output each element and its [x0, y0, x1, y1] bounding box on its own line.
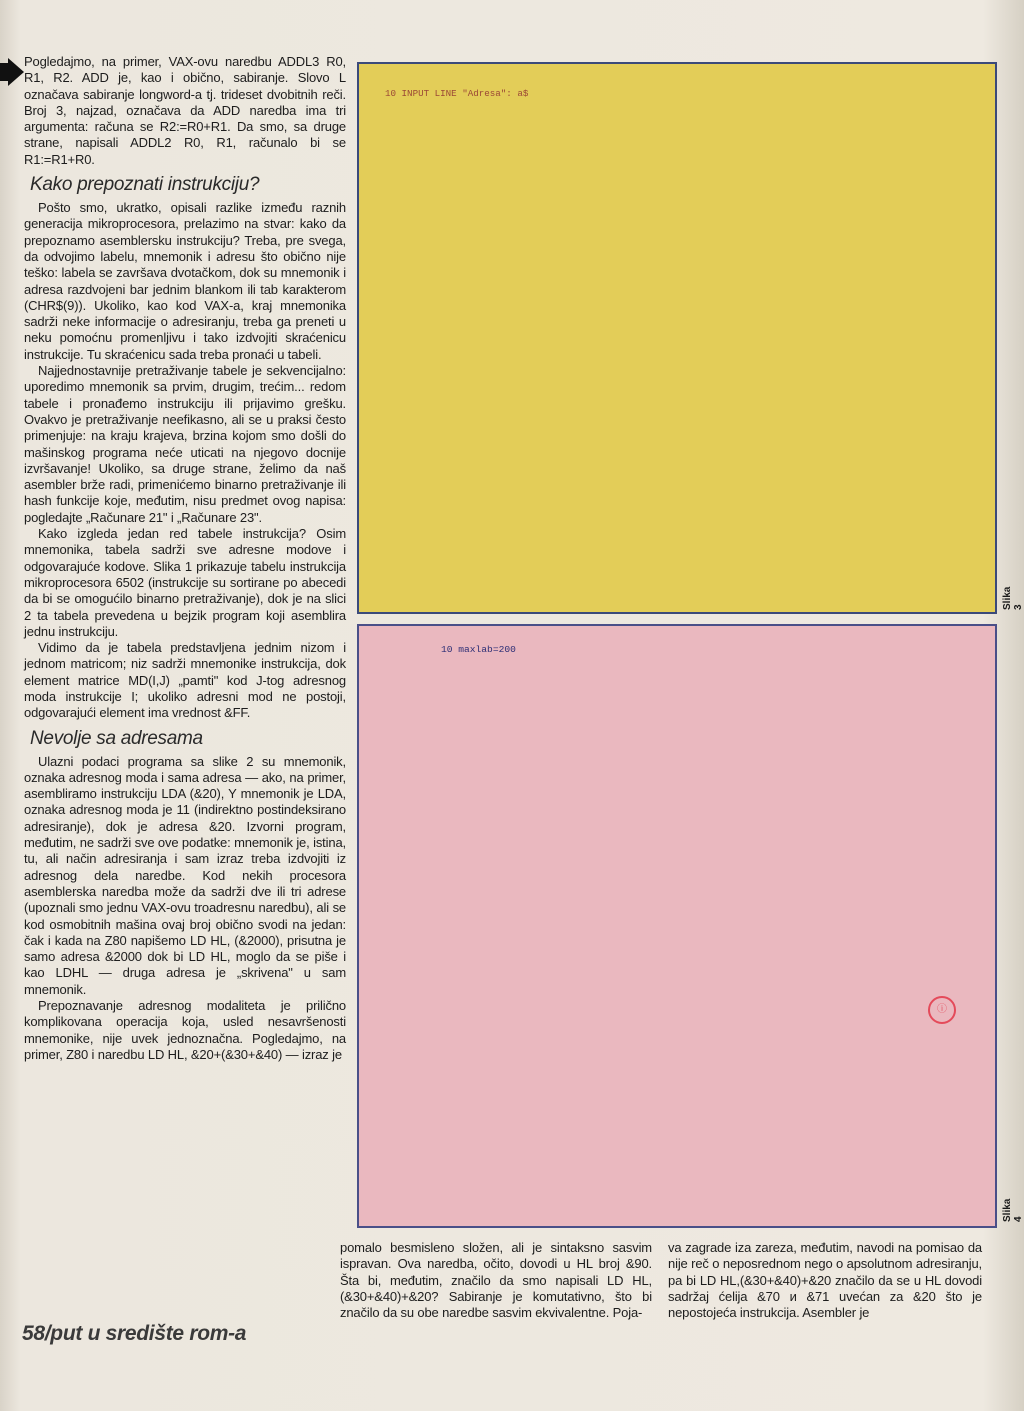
paragraph-3: Kako izgleda jedan red tabele instrukcija? Osim mnemonika, tabela sadrži sve adresne modove i odgovarajuće kodove. Slika 1 prikazuje tabelu instrukcija mikroprocesora 6502 (instrukcije su sortirane po abecedi da bi se omogućilo binarno pretraživanje), dok je na slici 2 ta tabela prevedena u bejzik program koji asemblira jednu instrukciju. — [24, 526, 346, 639]
left-column — [24, 54, 346, 1063]
intro-paragraph: Pogledajmo, na primer, VAX-ovu naredbu ADDL3 R0, R1, R2. ADD je, kao i obično, sabiranje. Slovo L označava sabiranje longword-a tj. trideset dvobitnih reči. Broj 3, najzad, označava da ADD naredba ima tri argumenta: računa se R2:=R0+R1. Da smo, sa druge strane, napisali ADDL2 R0, R1, računalo bi se R1:=R1+R0. — [24, 54, 346, 167]
right-paragraph: va zagrade iza zareza, međutim, navodi na pomisao da nije reč o neposrednom nego o apsolutnom adresiranju, pa bi LD HL,(&30+&40)+&20 značilo da se u HL dovodi sadržaj ćelija &70 и &71 uvećan za &20 što je nepostojeća instrukcija. Asembler je — [668, 1240, 982, 1321]
listing-slika-3 — [357, 62, 997, 614]
figure-label-4: Slika 4 — [1002, 1198, 1024, 1222]
paragraph-5: Ulazni podaci programa sa slike 2 su mnemonik, oznaka adresnog moda i sama adresa — ako, na primer, asembliramo instrukciju LDA (&20), Y mnemonik je LDA, oznaka adresnog moda je 11 (indirektno postindeksirano adresiranje), dok je adresa &20. Izvorni program, međutim, ne sadrži sve ove podatke: mnemonik je, istina, tu, ali način adresiranja i sam izraz treba izdvojiti iz adresnog dela naredbe. Kod nekih procesora asemblerska naredba može da sadrži dve ili tri adrese (upoznali smo jednu VAX-ovu troadresnu naredbu), ali se kod osmobitnih mašina ovaj broj obično svodi na jedan: čak i kada na Z80 napišemo LD HL, (&2000), prisutna je samo adresa &2000 dok bi LD HL, moglo da se piše i kao LDHL — druga adresa je „skrivena" u sam mnemonik. — [24, 753, 346, 997]
code-line: 10 maxlab=200 — [441, 644, 516, 655]
section-heading-recognize: Kako prepoznati instrukciju? — [30, 174, 260, 196]
paragraph-2: Najjednostavnije pretraživanje tabele je sekvencijalno: uporedimo mnemonik sa prvim, drugim, trećim... redom tabele i pronađemo instrukciju ili prijavimo grešku. Ovakvo je pretraživanje neefikasno, ali se u praksi često primenjuje: na kraju krajeva, brzina kojom smo došli do mašinskog programa neće uticati na njegovo docnije izvršavanje! Ukoliko, sa druge strane, želimo da naš asembler brže radi, primenićemo binarno pretraživanje ili hash funkcije koje, međutim, nisu predmet ovog napisa: pogledajte „Računare 21" i „Računare 23". — [24, 363, 346, 525]
right-column — [668, 1240, 982, 1321]
listing-slika-4 — [357, 624, 997, 1228]
stamp-icon: ⓘ — [928, 996, 956, 1024]
page-footer: 58/put u središte rom-a — [22, 1322, 247, 1345]
arrow-marker-icon — [8, 58, 24, 86]
middle-column — [340, 1240, 652, 1321]
section-heading-addresses: Nevolje sa adresama — [30, 727, 203, 749]
paragraph-1: Pošto smo, ukratko, opisali razlike između raznih generacija mikroprocesora, prelazimo na stvar: kako da prepoznamo asemblersku instrukciju? Treba, pre svega, da odvojimo labelu, mnemonik i adresu što obično nije teško: labela se završava dvotačkom, dok su mnemonik i adresa razdvojeni bar jednim blankom ili tab karakterom (CHR$(9)). Ukoliko, kao kod VAX-a, kraj mnemonika sadrži neke informacije o adresiranju, treba ga preneti u neku pomoćnu promenljivu i tako izdvojiti skraćenicu instrukcije. Tu skraćenicu sada treba pronaći u tabeli. — [24, 200, 346, 362]
middle-paragraph: pomalo besmisleno složen, ali je sintaksno sasvim ispravan. Ova naredba, očito, dovodi u HL broj &90. Šta bi, međutim, značilo da smo napisali LD HL,(&30+&40)+&20? Sabiranje je komutativno, što bi značilo da su obe naredbe sasvim ekvivalentne. Poja- — [340, 1240, 652, 1321]
code-line: 10 INPUT LINE "Adresa": a$ — [385, 88, 529, 99]
figure-label-3: Slika 3 — [1002, 586, 1024, 610]
paragraph-4: Vidimo da je tabela predstavljena jednim nizom i jednom matricom; niz sadrži mnemonike instrukcija, dok element matrice MD(I,J) „pamti" kod J-tog adresnog moda instrukcije I; ukoliko adresni mod ne postoji, odgovarajući element ima vrednost &FF. — [24, 640, 346, 721]
paragraph-6: Prepoznavanje adresnog modaliteta je prilično komplikovana operacija koja, usled nesavršenosti mnemonike, nije uvek jednoznačna. Pogledajmo, na primer, Z80 i naredbu LD HL, &20+(&30+&40) — izraz je — [24, 998, 346, 1062]
